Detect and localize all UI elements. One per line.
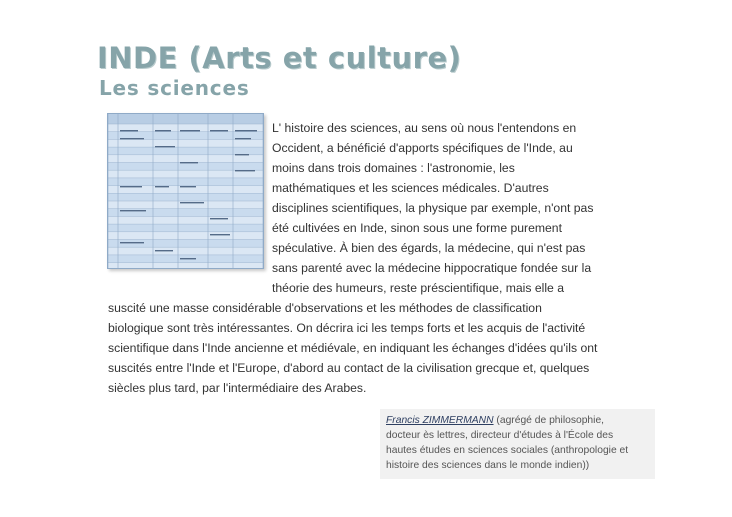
thumbnail-text-mark xyxy=(180,186,196,187)
article-line: siècles plus tard, par l'intermédiaire des Arabes. xyxy=(108,381,367,395)
article-line: disciplines scientifiques, la physique par exemple, n'ont pas xyxy=(272,201,594,215)
table-thumbnail-image xyxy=(107,113,264,269)
thumbnail-text-mark xyxy=(155,146,175,147)
thumbnail-cell xyxy=(108,193,263,201)
author-credentials: (agrégé de philosophie, xyxy=(493,415,605,426)
thumbnail-text-mark xyxy=(180,202,204,203)
article-line: été cultivées en Inde, sinon sous une forme purement xyxy=(272,221,562,235)
article-line: Occident, a bénéficié d'apports spécifiques de l'Inde, au xyxy=(272,141,573,155)
author-credentials: histoire des sciences dans le monde indien)) xyxy=(386,460,590,471)
thumbnail-text-mark xyxy=(210,130,228,131)
thumbnail-text-mark xyxy=(235,170,255,171)
thumbnail-text-mark xyxy=(235,130,257,131)
thumbnail-text-mark xyxy=(120,130,138,131)
article-line: scientifique dans l'Inde ancienne et médiévale, en indiquant les échanges d'idées qu'ils ont xyxy=(108,341,598,355)
thumbnail-text-mark xyxy=(180,130,200,131)
page-subtitle: Les sciences xyxy=(99,76,250,100)
article-line: spéculative. À bien des égards, la médecine, qui n'est pas xyxy=(272,241,586,255)
thumbnail-text-mark xyxy=(155,186,169,187)
thumbnail-text-mark xyxy=(210,218,228,219)
thumbnail-cell xyxy=(108,216,263,224)
thumbnail-text-mark xyxy=(235,154,249,155)
article-line: sans parenté avec la médecine hippocratique fondée sur la xyxy=(272,261,592,275)
thumbnail-text-mark xyxy=(235,138,251,139)
author-box xyxy=(380,409,655,479)
thumbnail-cell xyxy=(108,147,263,155)
table-thumbnail-icon xyxy=(108,114,263,268)
author-name-link[interactable]: Francis ZIMMERMANN xyxy=(386,415,494,426)
thumbnail-text-mark xyxy=(180,162,198,163)
thumbnail-cell xyxy=(108,263,263,268)
thumbnail-cell xyxy=(108,155,263,163)
thumbnail-text-mark xyxy=(120,242,144,243)
article-line: théorie des humeurs, reste préscientifique, mais elle a xyxy=(272,281,564,295)
author-line-1 xyxy=(386,414,604,428)
article-line: suscité une masse considérable d'observations et les méthodes de classification xyxy=(108,301,542,315)
article-line: biologique sont très intéressantes. On décrira ici les temps forts et les acquis de l'activité xyxy=(108,321,586,335)
thumbnail-text-mark xyxy=(120,138,144,139)
thumbnail-cell xyxy=(108,224,263,232)
article-line: mathématiques et les sciences médicales. D'autres xyxy=(272,181,549,195)
thumbnail-cell xyxy=(108,163,263,171)
article-line: suscités entre l'Inde et l'Europe, d'abord au contact de la civilisation grecque et, quelques xyxy=(108,361,590,375)
thumbnail-cell xyxy=(108,247,263,255)
thumbnail-cell xyxy=(108,232,263,240)
author-credentials: docteur ès lettres, directeur d'études à l'École des xyxy=(386,430,614,441)
article-line: L' histoire des sciences, au sens où nous l'entendons en xyxy=(272,121,577,135)
thumbnail-text-mark xyxy=(120,210,146,211)
thumbnail-cell xyxy=(108,209,263,217)
page-title: INDE (Arts et culture) xyxy=(97,41,462,75)
thumbnail-cell xyxy=(108,178,263,186)
thumbnail-text-mark xyxy=(120,186,142,187)
thumbnail-cell xyxy=(108,139,263,147)
article-line: moins dans trois domaines : l'astronomie, les xyxy=(272,161,515,175)
author-credentials: hautes études en sciences sociales (anthropologie et xyxy=(386,445,629,456)
thumbnail-text-mark xyxy=(210,234,230,235)
thumbnail-text-mark xyxy=(155,250,173,251)
thumbnail-text-mark xyxy=(155,130,171,131)
thumbnail-cell xyxy=(108,114,263,124)
thumbnail-text-mark xyxy=(180,258,196,259)
